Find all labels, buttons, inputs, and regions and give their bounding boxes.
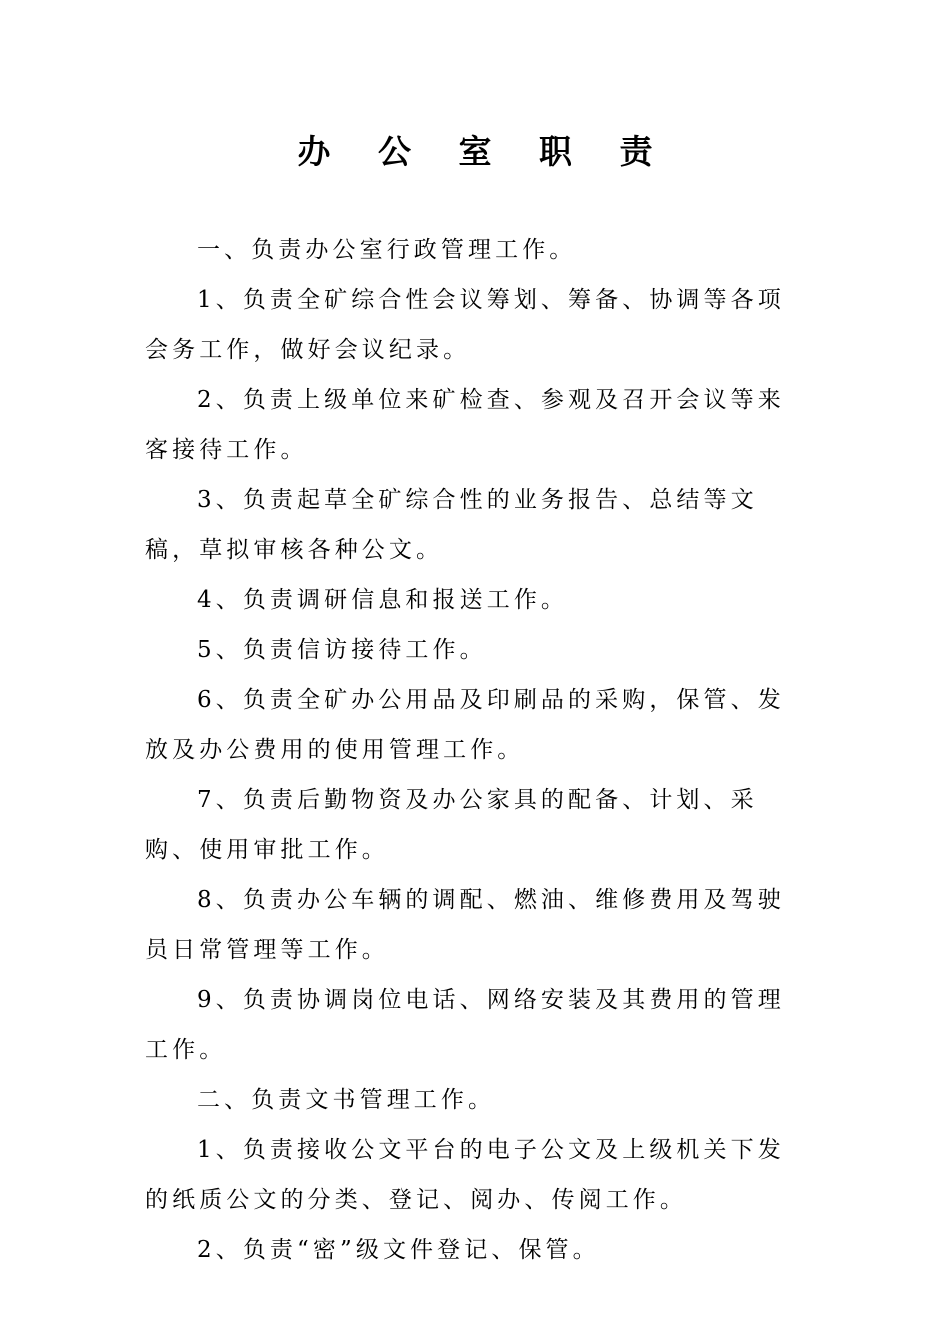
paragraph-item-4: 4、负责调研信息和报送工作。	[197, 587, 569, 613]
section-heading-1: 一、负责办公室行政管理工作。	[197, 237, 577, 263]
page-title: 办 公 室 职 责	[297, 132, 671, 171]
paragraph-item-1: 1、负责全矿综合性会议筹划、筹备、协调等各项会务工作，做好会议纪录。	[145, 287, 785, 363]
section-heading-2: 二、负责文书管理工作。	[197, 1087, 496, 1113]
document-body	[145, 225, 807, 1275]
paragraph-item-2-2: 2、负责“密”级文件登记、保管。	[197, 1237, 600, 1263]
paragraph-item-7: 7、负责后勤物资及办公家具的配备、计划、采购、使用审批工作。	[145, 787, 758, 863]
paragraph-item-5: 5、负责信访接待工作。	[197, 637, 487, 663]
paragraph-item-2: 2、负责上级单位来矿检查、参观及召开会议等来客接待工作。	[145, 387, 785, 463]
paragraph-item-3: 3、负责起草全矿综合性的业务报告、总结等文稿，草拟审核各种公文。	[145, 487, 758, 563]
paragraph-item-2-1: 1、负责接收公文平台的电子公文及上级机关下发的纸质公文的分类、登记、阅办、传阅工作。	[145, 1137, 785, 1213]
paragraph-item-8: 8、负责办公车辆的调配、燃油、维修费用及驾驶员日常管理等工作。	[145, 887, 785, 963]
paragraph-item-6: 6、负责全矿办公用品及印刷品的采购，保管、发放及办公费用的使用管理工作。	[145, 687, 785, 763]
paragraph-item-9: 9、负责协调岗位电话、网络安装及其费用的管理工作。	[145, 987, 785, 1063]
